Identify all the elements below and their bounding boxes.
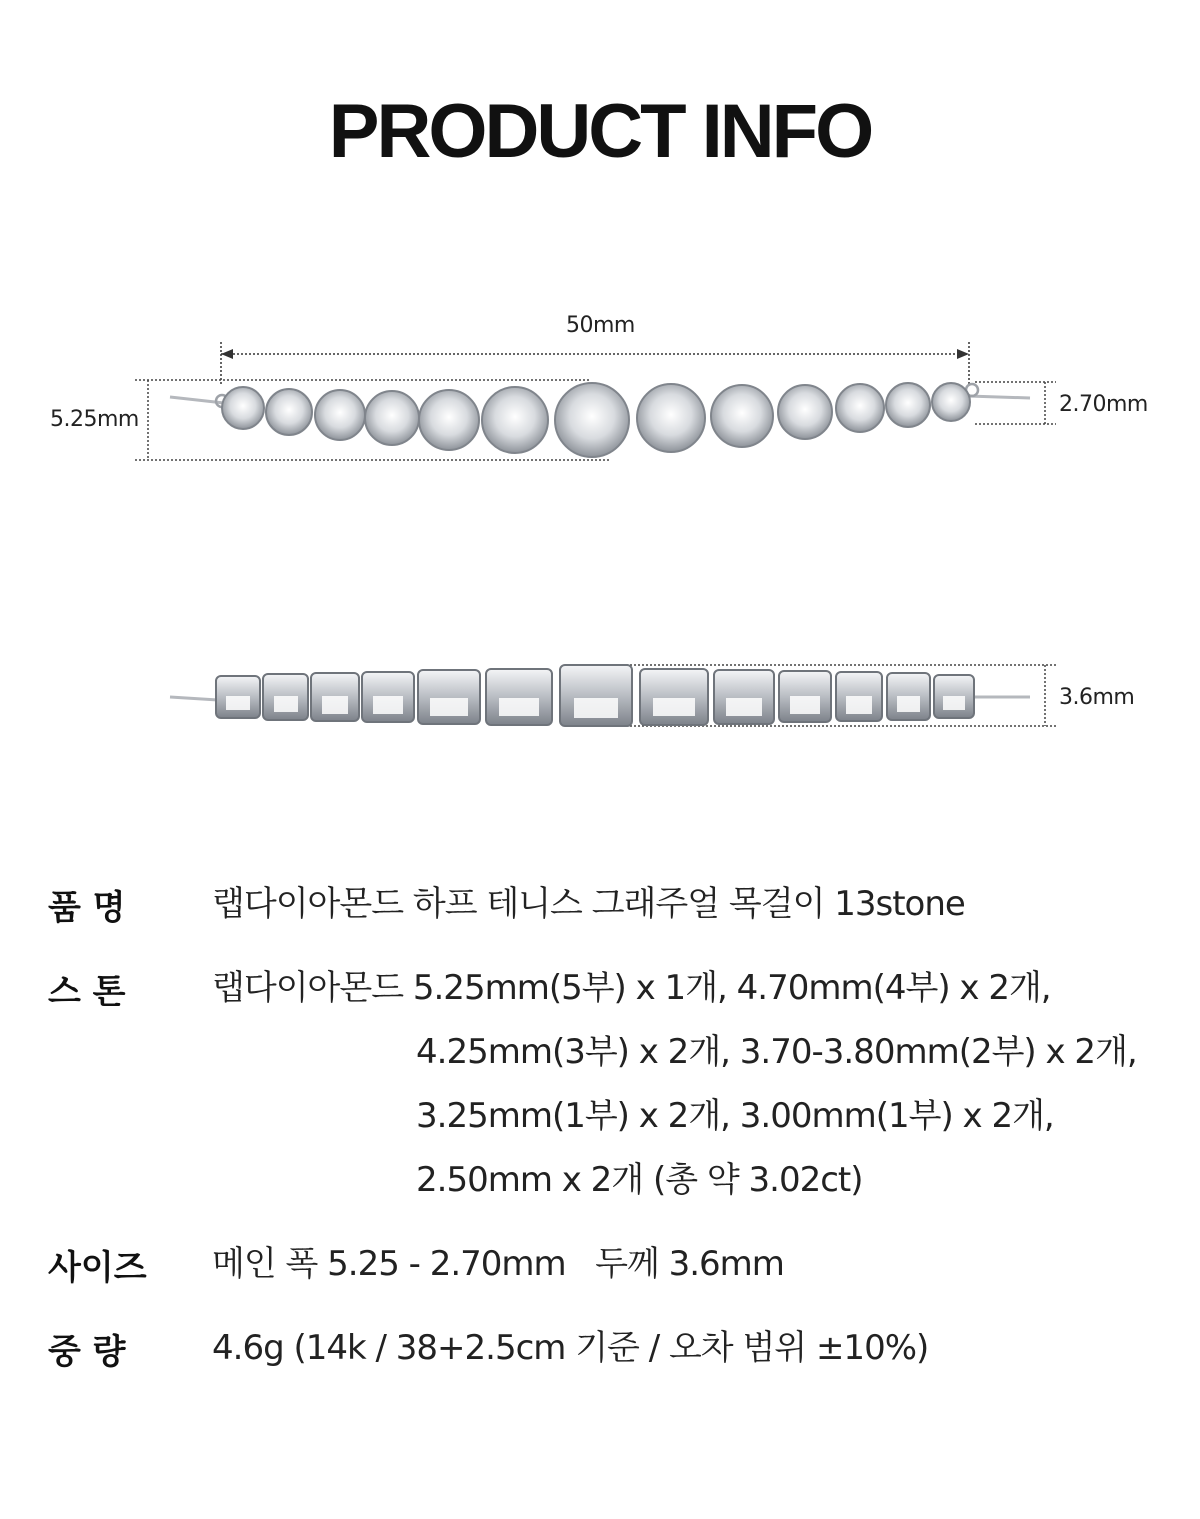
spec-value-stone-line1: 랩다이아몬드 5.25mm(5부) x 1개, 4.70mm(4부) x 2개,	[212, 968, 1051, 1008]
spec-value-name: 랩다이아몬드 하프 테니스 그래주얼 목걸이 13stone	[212, 884, 965, 924]
spec-label-weight: 중 량	[48, 1332, 126, 1372]
page-title: PRODUCT INFO	[328, 89, 872, 174]
max-width-label: 5.25mm	[50, 407, 139, 432]
spec-value-stone-line2: 4.25mm(3부) x 2개, 3.70-3.80mm(2부) x 2개,	[416, 1032, 1137, 1072]
spec-value-stone-line4: 2.50mm x 2개 (총 약 3.02ct)	[416, 1160, 863, 1200]
spec-value-weight: 4.6g (14k / 38+2.5cm 기준 / 오차 범위 ±10%)	[212, 1328, 929, 1368]
spec-label-name: 품 명	[48, 888, 126, 928]
length-label: 50mm	[566, 313, 635, 338]
spec-value-size: 메인 폭 5.25 - 2.70mm 두께 3.6mm	[212, 1244, 784, 1284]
spec-label-size: 사이즈	[48, 1248, 147, 1288]
spec-value-stone-line3: 3.25mm(1부) x 2개, 3.00mm(1부) x 2개,	[416, 1096, 1054, 1136]
thickness-label: 3.6mm	[1059, 685, 1135, 710]
spec-label-stone: 스 톤	[48, 972, 126, 1012]
min-width-label: 2.70mm	[1059, 392, 1148, 417]
